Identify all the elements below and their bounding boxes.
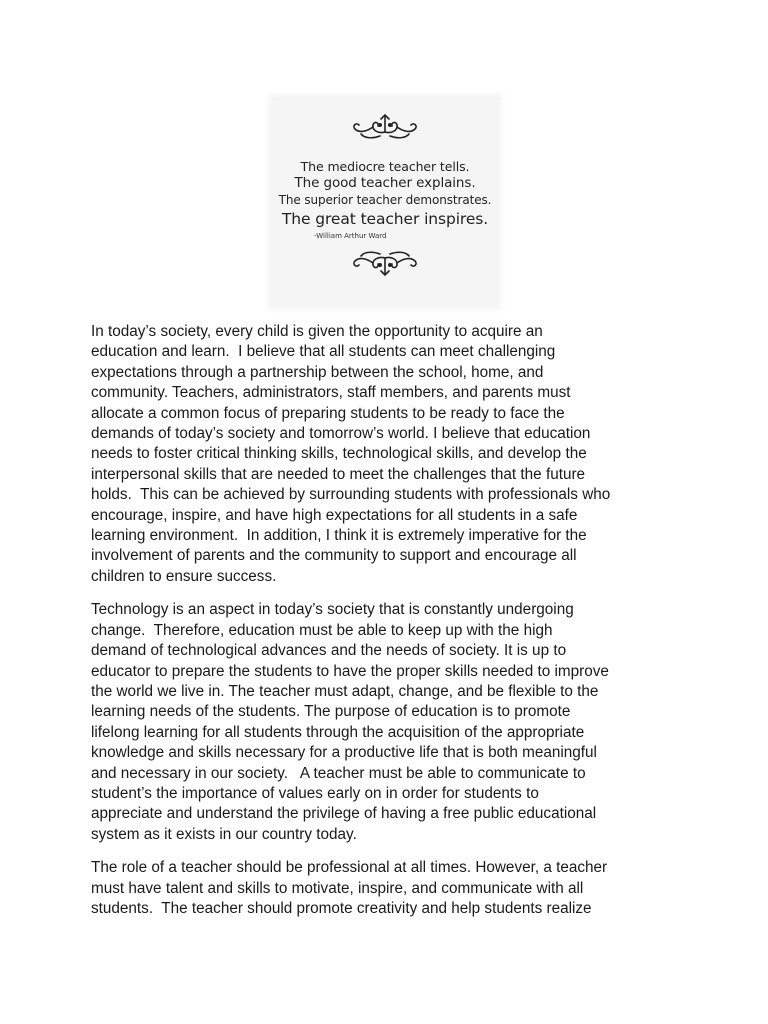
- text-line: In today’s society, every child is given the opportunity to acquire an: [91, 323, 543, 340]
- paragraph-1: [91, 322, 691, 587]
- text-line: and necessary in our society. A teacher must be able to communicate to: [91, 764, 586, 782]
- quote-author: -William Arthur Ward: [314, 232, 387, 240]
- text-line: learning needs of the students. The purpose of education is to promote: [91, 703, 571, 721]
- quote-text-block: [272, 158, 498, 241]
- text-line: children to ensure success.: [91, 567, 277, 585]
- text-line: change. Therefore, education must be able to keep up with the high: [91, 621, 553, 639]
- text-line: learning environment. In addition, I think it is extremely imperative for the: [91, 527, 587, 545]
- flourish-ornament-top-icon: [272, 112, 498, 142]
- text-line: lifelong learning for all students through the acquisition of the appropriate: [91, 723, 585, 741]
- text-line: interpersonal skills that are needed to meet the challenges that the future: [91, 465, 586, 483]
- quote-line-1: The mediocre teacher tells.: [300, 159, 470, 174]
- text-line: demands of today’s society and tomorrow’s world. I believe that education: [91, 425, 591, 443]
- quote-line-2: The good teacher explains.: [294, 175, 476, 191]
- text-line: allocate a common focus of preparing students to be ready to face the: [91, 404, 565, 422]
- paragraph-3: [91, 858, 691, 919]
- quote-line-4: The great teacher inspires.: [281, 210, 489, 228]
- text-line: students. The teacher should promote creativity and help students realize: [91, 899, 592, 917]
- essay-body: [91, 322, 691, 932]
- text-line: student’s the importance of values early on in order for students to: [91, 784, 539, 802]
- flourish-ornament-bottom-icon: [272, 248, 498, 278]
- text-line: involvement of parents and the community to support and encourage all: [91, 547, 577, 565]
- text-line: system as it exists in our country today.: [91, 825, 357, 843]
- text-line: expectations through a partnership between the school, home, and: [91, 363, 544, 381]
- text-line: demand of technological advances and the needs of society. It is up to: [91, 642, 567, 660]
- text-line: community. Teachers, administrators, staff members, and parents must: [91, 384, 571, 402]
- paragraph-2: [91, 600, 691, 845]
- text-line: The role of a teacher should be professional at all times. However, a teacher: [91, 859, 608, 877]
- text-line: knowledge and skills necessary for a productive life that is both meaningful: [91, 744, 597, 762]
- text-line: education and learn. I believe that all students can meet challenging: [91, 343, 556, 361]
- quote-image: [272, 98, 498, 306]
- text-line: the world we live in. The teacher must adapt, change, and be flexible to the: [91, 682, 599, 700]
- quote-line-3: The superior teacher demonstrates.: [278, 193, 492, 207]
- text-line: holds. This can be achieved by surrounding students with professionals who: [91, 486, 611, 504]
- text-line: appreciate and understand the privilege of having a free public educational: [91, 805, 597, 823]
- text-line: Technology is an aspect in today’s society that is constantly undergoing: [91, 601, 574, 619]
- text-line: encourage, inspire, and have high expectations for all students in a safe: [91, 506, 578, 524]
- text-line: educator to prepare the students to have the proper skills needed to improve: [91, 662, 609, 680]
- text-line: needs to foster critical thinking skills, technological skills, and develop the: [91, 445, 587, 463]
- text-line: must have talent and skills to motivate, inspire, and communicate with all: [91, 879, 584, 897]
